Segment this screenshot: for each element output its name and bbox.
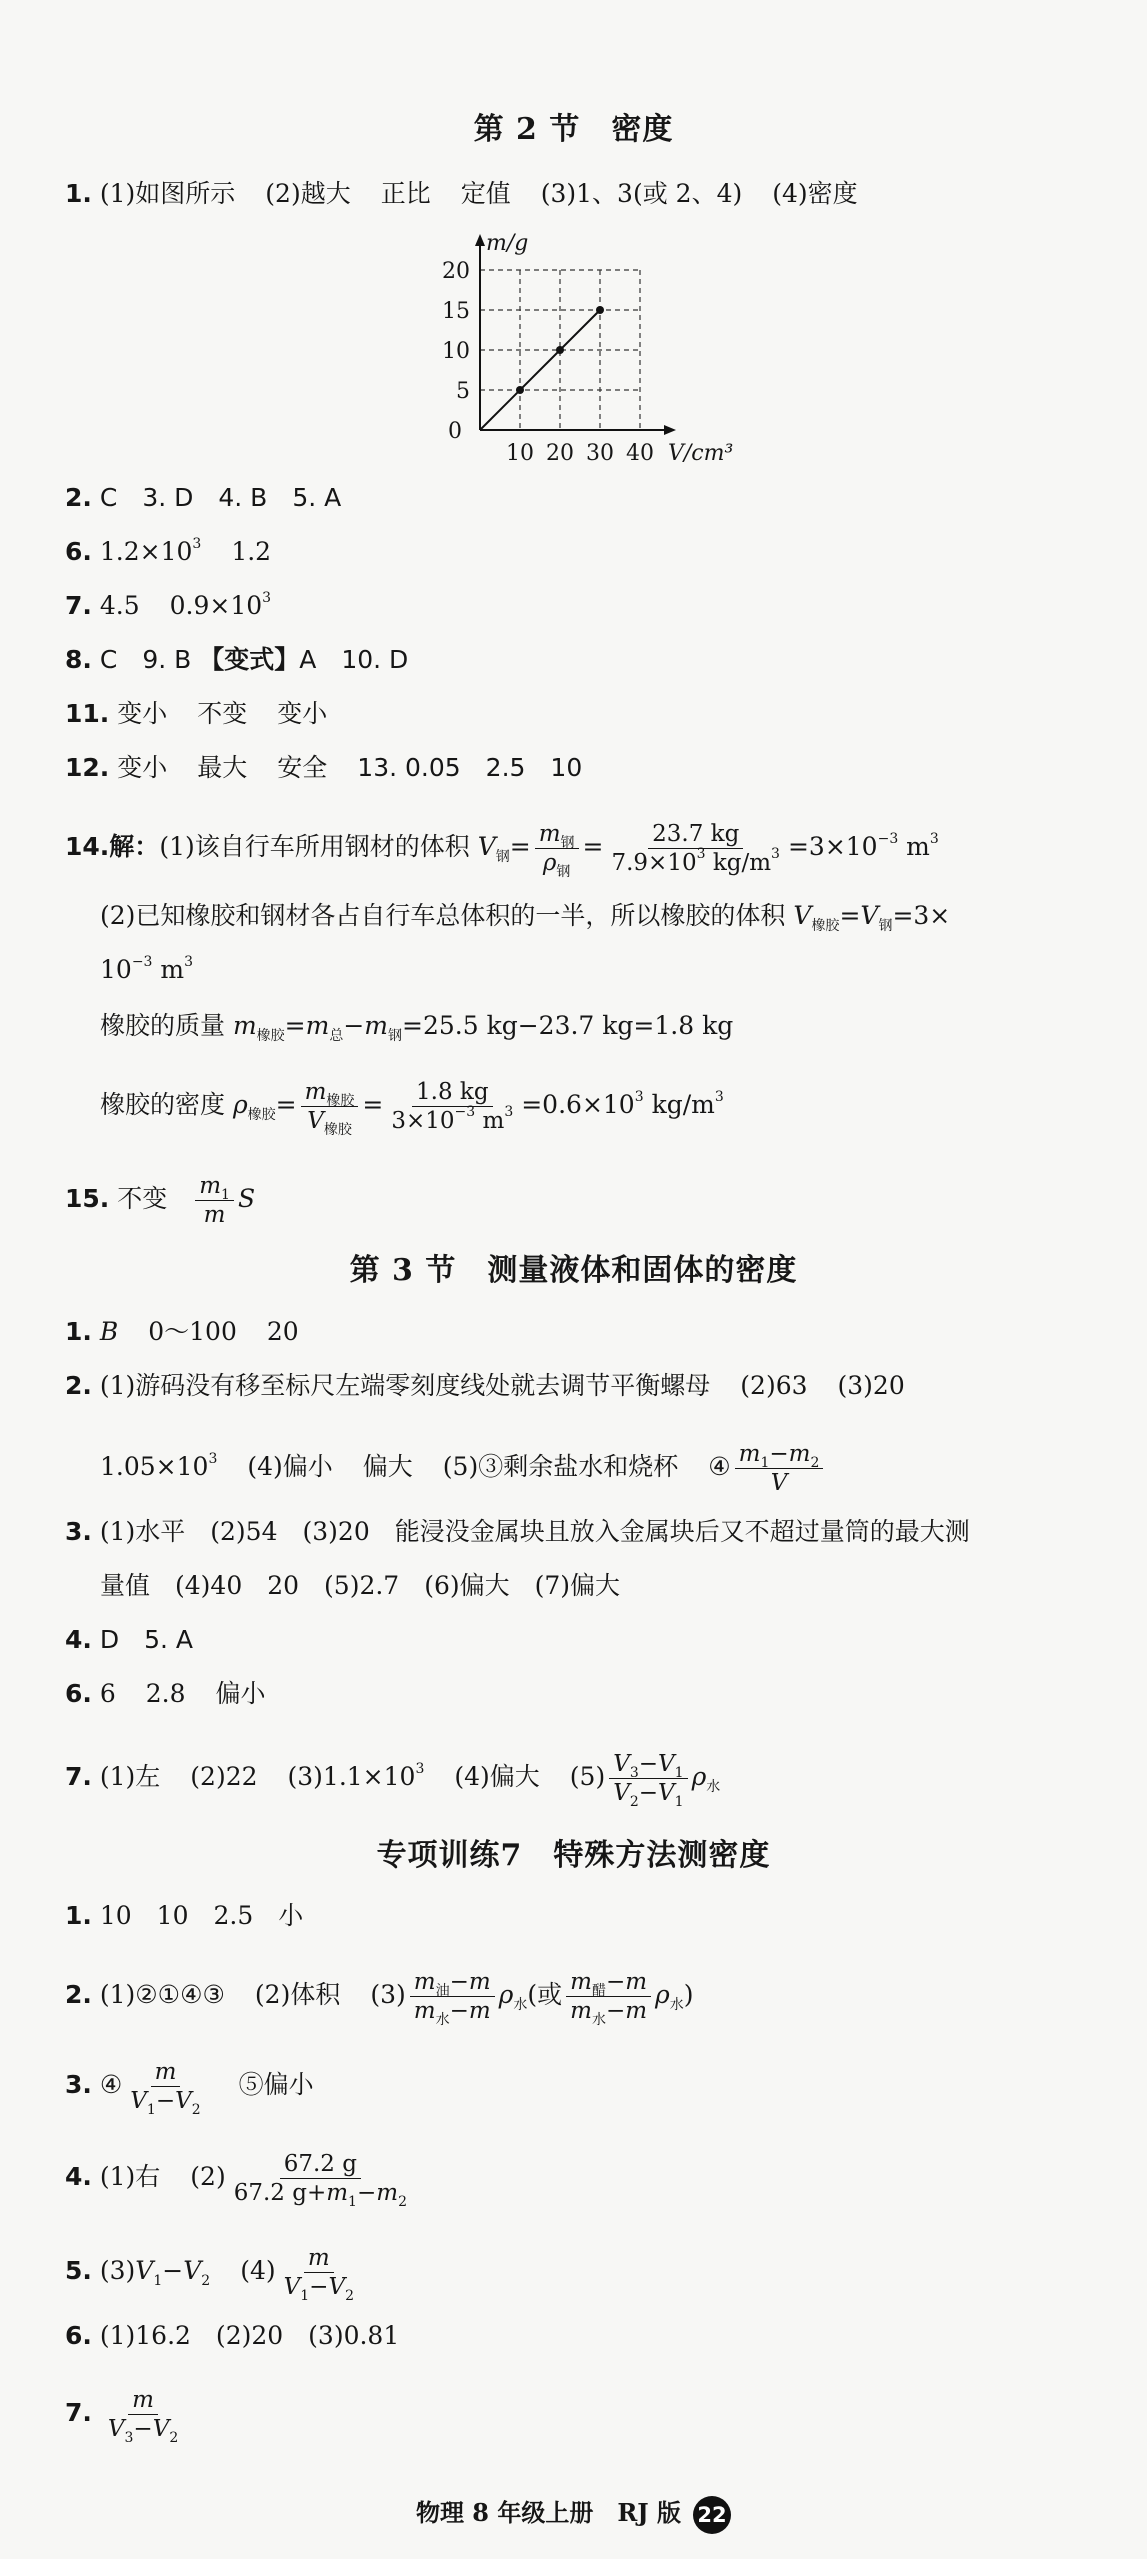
y-tick: 15 [442,299,470,324]
x-tick: 10 [506,441,534,466]
s3-answer-4-5: 4. D 5. A [65,1625,194,1654]
footer [0,2495,1147,2534]
origin-tick: 0 [448,419,462,444]
answer-11: 11. 变小 不变 变小 [65,699,328,728]
x-tick: 20 [546,441,574,466]
answer-14-line2: (2)已知橡胶和钢材各占自行车总体积的一半，所以橡胶的体积 $V_{橡胶}=V_钢=3\times$ [100,901,951,934]
t7-answer-7: 7. $\frac{m}{V_3-V_2}$ [65,2387,179,2446]
answer-7: 7. 4.5 $0.9\times 10^3$ [65,590,272,620]
y-tick: 10 [442,339,470,364]
answer-1: 1. (1)如图所示 (2)越大 正比 定值 (3)1、3(或 2、4) (4)密度 [65,179,858,208]
answer-14-line4: 橡胶的质量 $m_{橡胶}=m_总-m_钢=25.5$ kg−23.7 kg=1.8 kg [100,1011,734,1044]
footer-text: 物理 8 年级上册 RJ 版 [415,2498,682,2527]
s3-answer-3-line2: 量值 (4)40 20 (5)2.7 (6)偏大 (7)偏大 [100,1571,621,1600]
s3-answer-3-line1: 3. (1)水平 (2)54 (3)20 能浸没金属块且放入金属块后又不超过量筒的最大测 [65,1517,970,1546]
y-tick: 20 [442,259,470,284]
answer-6: 6. $1.2\times 10^3$ 1.2 [65,536,272,566]
s3-answer-6: 6. 6 2.8 偏小 [65,1679,266,1708]
mass-volume-graph [440,228,770,468]
answer-14-line3: $10^{-3}$ $m^3$ [100,954,194,984]
t7-answer-5: 5. $(3)V_1-V_2$ (4) $\frac{m}{V_1-V_2}$ [65,2245,354,2304]
section-title-special-training: 专项训练7 特殊方法测密度 [376,1838,771,1873]
answer-8-10: 8. C 9. B 【变式】A 10. D [65,645,409,674]
t7-answer-6: 6. (1)16.2 (2)20 (3)0.81 [65,2321,400,2350]
section-title-density: 第 2 节 密度 [473,112,674,147]
s3-answer-1: 1. B 0～100 20 [65,1317,299,1346]
s3-answer-2-line2: $1.05\times 10^3$ (4)偏小 偏大 (5)③剩余盐水和烧杯 ④ $\frac{m_1-m_2}{V}$ [100,1440,827,1497]
x-axis-label: V/cm³ [668,441,734,466]
answer-14-line1: 14.解：(1)该自行车所用钢材的体积 $V_钢=$ $m_钢$ $\rho_钢$ = $\frac{23.7 kg}{7.9\times 10^3 kg/m^3}$ $=3\times 10^{-3}$ $m^3$ [65,821,939,880]
section-title-measure-density: 第 3 节 测量液体和固体的密度 [349,1253,798,1288]
t7-answer-1: 1. 10 10 2.5 小 [65,1901,304,1930]
answer-14-line5: 橡胶的密度 $\rho_{橡胶}=$ $m_{橡胶}$ $V_{橡胶}$ = $\frac{1.8 kg}{3\times 10^{-3} m^3}$ $=0.6\times 10^3$ $kg/m^3$ [100,1079,724,1138]
s3-answer-2-line1: 2. (1)游码没有移至标尺左端零刻度线处就去调节平衡螺母 (2)63 (3)20 [65,1371,905,1400]
answer-15: 15. 不变 $\frac{m_1}{m}$ S [65,1173,256,1228]
t7-answer-3: 3. ④ $\frac{m}{V_1-V_2}$ ⑤偏小 [65,2059,314,2118]
s3-answer-7: 7. (1)左 (2)22 $(3)1.1\times 10^3$ (4)偏大 (5) $\frac{V_3-V_1}{V_2-V_1}$ $\rho_水$ [65,1751,721,1810]
x-tick: 30 [586,441,614,466]
t7-answer-4: 4. (1)右 (2) $\frac{67.2 g}{67.2 g+m_1-m_2}$ [65,2151,407,2210]
answer-12-13: 12. 变小 最大 安全 13. 0.05 2.5 10 [65,753,583,782]
x-tick: 40 [626,441,654,466]
answer-2-5: 2. C 3. D 4. B 5. A [65,483,342,512]
y-tick: 5 [456,379,470,404]
y-axis-label: m/g [486,231,529,256]
page-number-badge: 22 [693,2496,731,2534]
t7-answer-2: 2. (1)②①④③ (2)体积 (3) $m_油-m$ $m_水-m$ $\rho_水$(或 $m_醋-m$ $m_水-m$ $\rho_水$) [65,1969,694,2028]
